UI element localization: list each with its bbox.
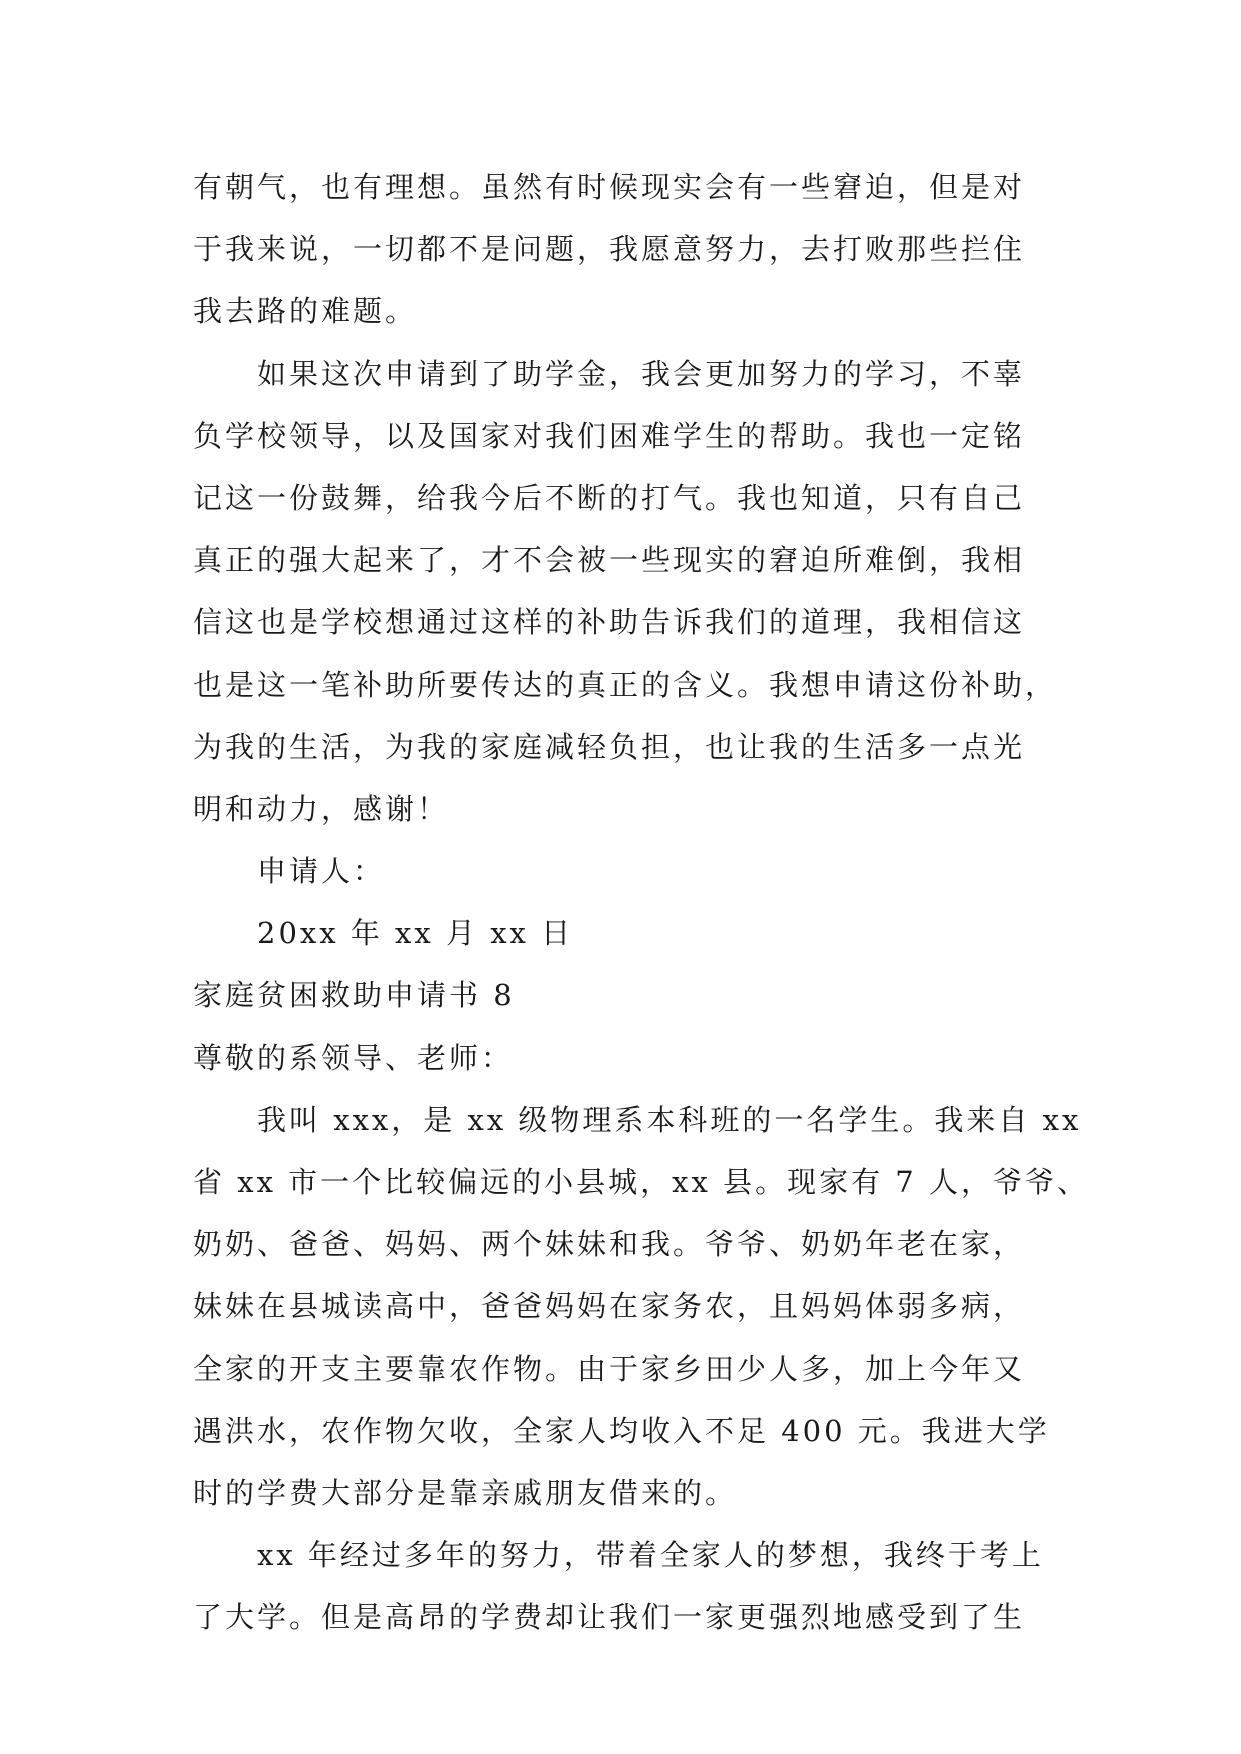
- salutation: 尊敬的系领导、老师：: [193, 1040, 514, 1075]
- date-line: 20xx 年 xx 月 xx 日: [257, 916, 574, 951]
- text-line: 为我的生活，为我的家庭减轻负担，也让我的生活多一点光: [193, 729, 1026, 764]
- text-line: 也是这一笔补助所要传达的真正的含义。我想申请这份补助，: [193, 667, 1058, 702]
- text-line: 有朝气，也有理想。虽然有时候现实会有一些窘迫，但是对: [193, 170, 1026, 204]
- text-line: 遇洪水，农作物欠收，全家人均收入不足 400 元。我进大学: [193, 1413, 1050, 1448]
- text-line: 我去路的难题。: [193, 294, 418, 329]
- text-line: 负学校领导，以及国家对我们困难学生的帮助。我也一定铭: [193, 418, 1026, 453]
- text-line: xx 年经过多年的努力，带着全家人的梦想，我终于考上: [257, 1538, 1044, 1573]
- document-body: [193, 156, 1089, 1649]
- text-line: 了大学。但是高昂的学费却让我们一家更强烈地感受到了生: [193, 1600, 1026, 1635]
- text-line: 于我来说，一切都不是问题，我愿意努力，去打败那些拦住: [193, 232, 1026, 267]
- text-line: 信这也是学校想通过这样的补助告诉我们的道理，我相信这: [193, 605, 1026, 640]
- text-line: 全家的开支主要靠农作物。由于家乡田少人多，加上今年又: [193, 1351, 1026, 1386]
- text-line: 省 xx 市一个比较偏远的小县城，xx 县。现家有 7 人，爷爷、: [193, 1165, 1089, 1199]
- text-line: 妹妹在县城读高中，爸爸妈妈在家务农，且妈妈体弱多病，: [193, 1289, 1026, 1324]
- text-line: 我叫 xxx，是 xx 级物理系本科班的一名学生。我来自 xx: [257, 1102, 1082, 1137]
- section-title: 家庭贫困救助申请书 8: [193, 978, 515, 1013]
- text-line: 记这一份鼓舞，给我今后不断的打气。我也知道，只有自己: [193, 480, 1026, 515]
- applicant-label: 申请人：: [257, 854, 386, 889]
- text-line: 真正的强大起来了，才不会被一些现实的窘迫所难倒，我相: [193, 543, 1026, 578]
- text-line: 如果这次申请到了助学金，我会更加努力的学习，不辜: [257, 356, 1026, 391]
- text-line: 时的学费大部分是靠亲戚朋友借来的。: [193, 1475, 738, 1510]
- text-line: 奶奶、爸爸、妈妈、两个妹妹和我。爷爷、奶奶年老在家，: [193, 1227, 1026, 1262]
- text-line: 明和动力，感谢！: [193, 791, 450, 826]
